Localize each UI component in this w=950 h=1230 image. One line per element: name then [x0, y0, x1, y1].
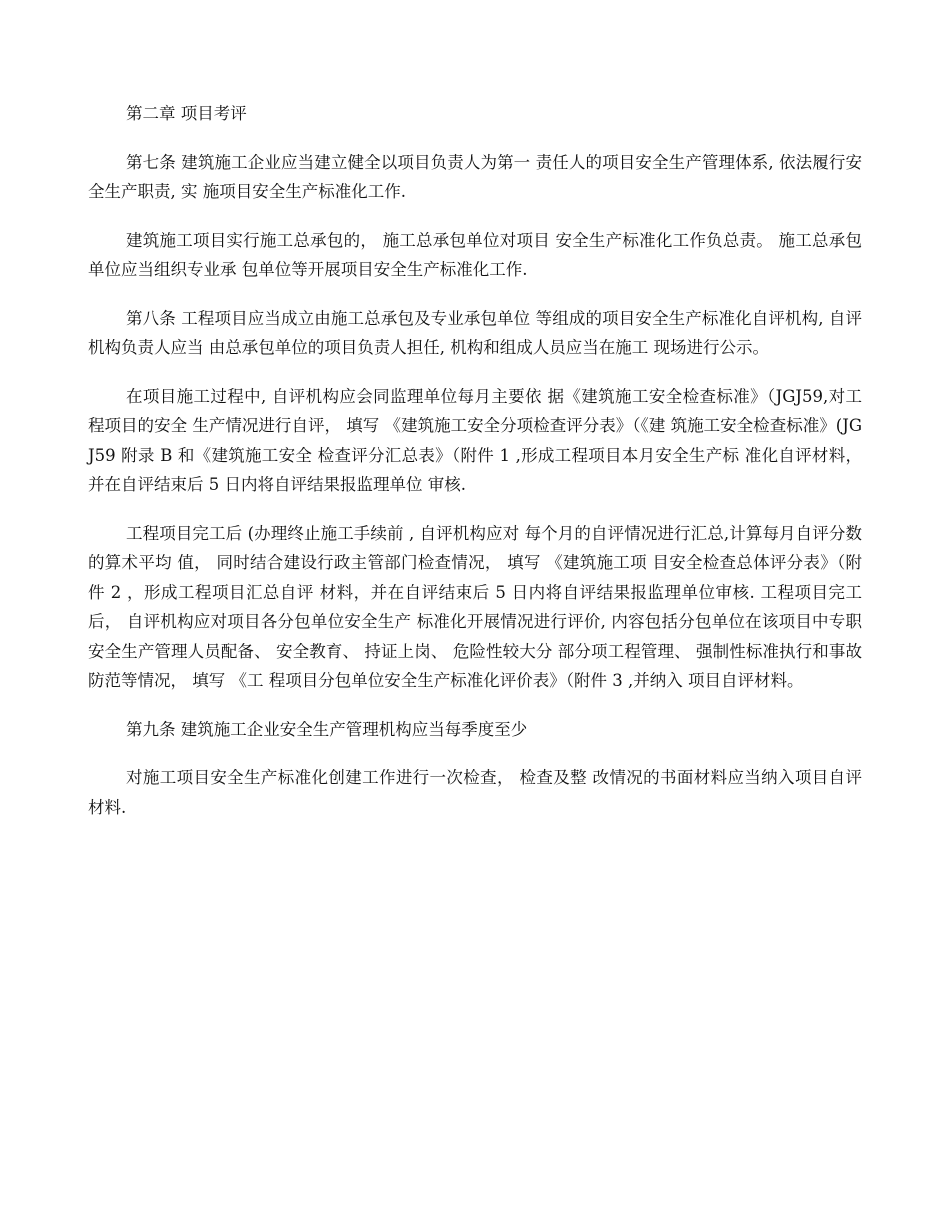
paragraph-quarterly-inspection: 对施工项目安全生产标准化创建工作进行一次检查， 检查及整 改情况的书面材料应当纳入项目自评材料.	[88, 768, 862, 817]
paragraph-article-7: 第七条 建筑施工企业应当建立健全以项目负责人为第一 责任人的项目安全生产管理体系, 依法履行安全生产职责, 实 施项目安全生产标准化工作.	[88, 152, 862, 201]
document-body	[88, 99, 862, 841]
paragraph-article-8: 第八条 工程项目应当成立由施工总承包及专业承包单位 等组成的项目安全生产标准化自评机构, 自评机构负责人应当 由总承包单位的项目负责人担任, 机构和组成人员应当在施工 现场进行公示。	[88, 308, 862, 357]
paragraph-article-9: 第九条 建筑施工企业安全生产管理机构应当每季度至少	[126, 719, 528, 739]
paragraph-monthly-self-evaluation: 在项目施工过程中, 自评机构应会同监理单位每月主要依 据《建筑施工安全检查标准》（JGJ59,对工程项目的安全 生产情况进行自评， 填写 《建筑施工安全分项检查评分表》（《建 筑施工安全检查标准》(JGJ59 附录 B 和《建筑施工安全 检查评分汇总表》（附件 1 ,形成工程项目本月安全生产标 准化自评材料， 并在自评结束后 5 日内将自评结果报监理单位 审核.	[88, 386, 862, 494]
paragraph-general-contracting: 建筑施工项目实行施工总承包的， 施工总承包单位对项目 安全生产标准化工作负总责。 施工总承包单位应当组织专业承 包单位等开展项目安全生产标准化工作.	[88, 230, 862, 279]
chapter-heading: 第二章 项目考评	[126, 104, 247, 123]
paragraph-completion-evaluation: 工程项目完工后 (办理终止施工手续前 , 自评机构应对 每个月的自评情况进行汇总,计算每月自评分数的算术平均 值， 同时结合建设行政主管部门检查情况， 填写 《建筑施工项 目安全检查总体评分表》（附件 2 ，形成工程项目汇总自评 材料，并在自评结束后 5 日内将自评结果报监理单位审核. 工程项目完工后， 自评机构应对项目各分包单位安全生产 标准化开展情况进行评价, 内容包括分包单位在该项目中专职 安全生产管理人员配备、 安全教育、 持证上岗、 危险性较大分 部分项工程管理、 强制性标准执行和事故防范等情况， 填写 《工 程项目分包单位安全生产标准化评价表》（附件 3 ,并纳入 项目自评材料。	[88, 523, 862, 690]
